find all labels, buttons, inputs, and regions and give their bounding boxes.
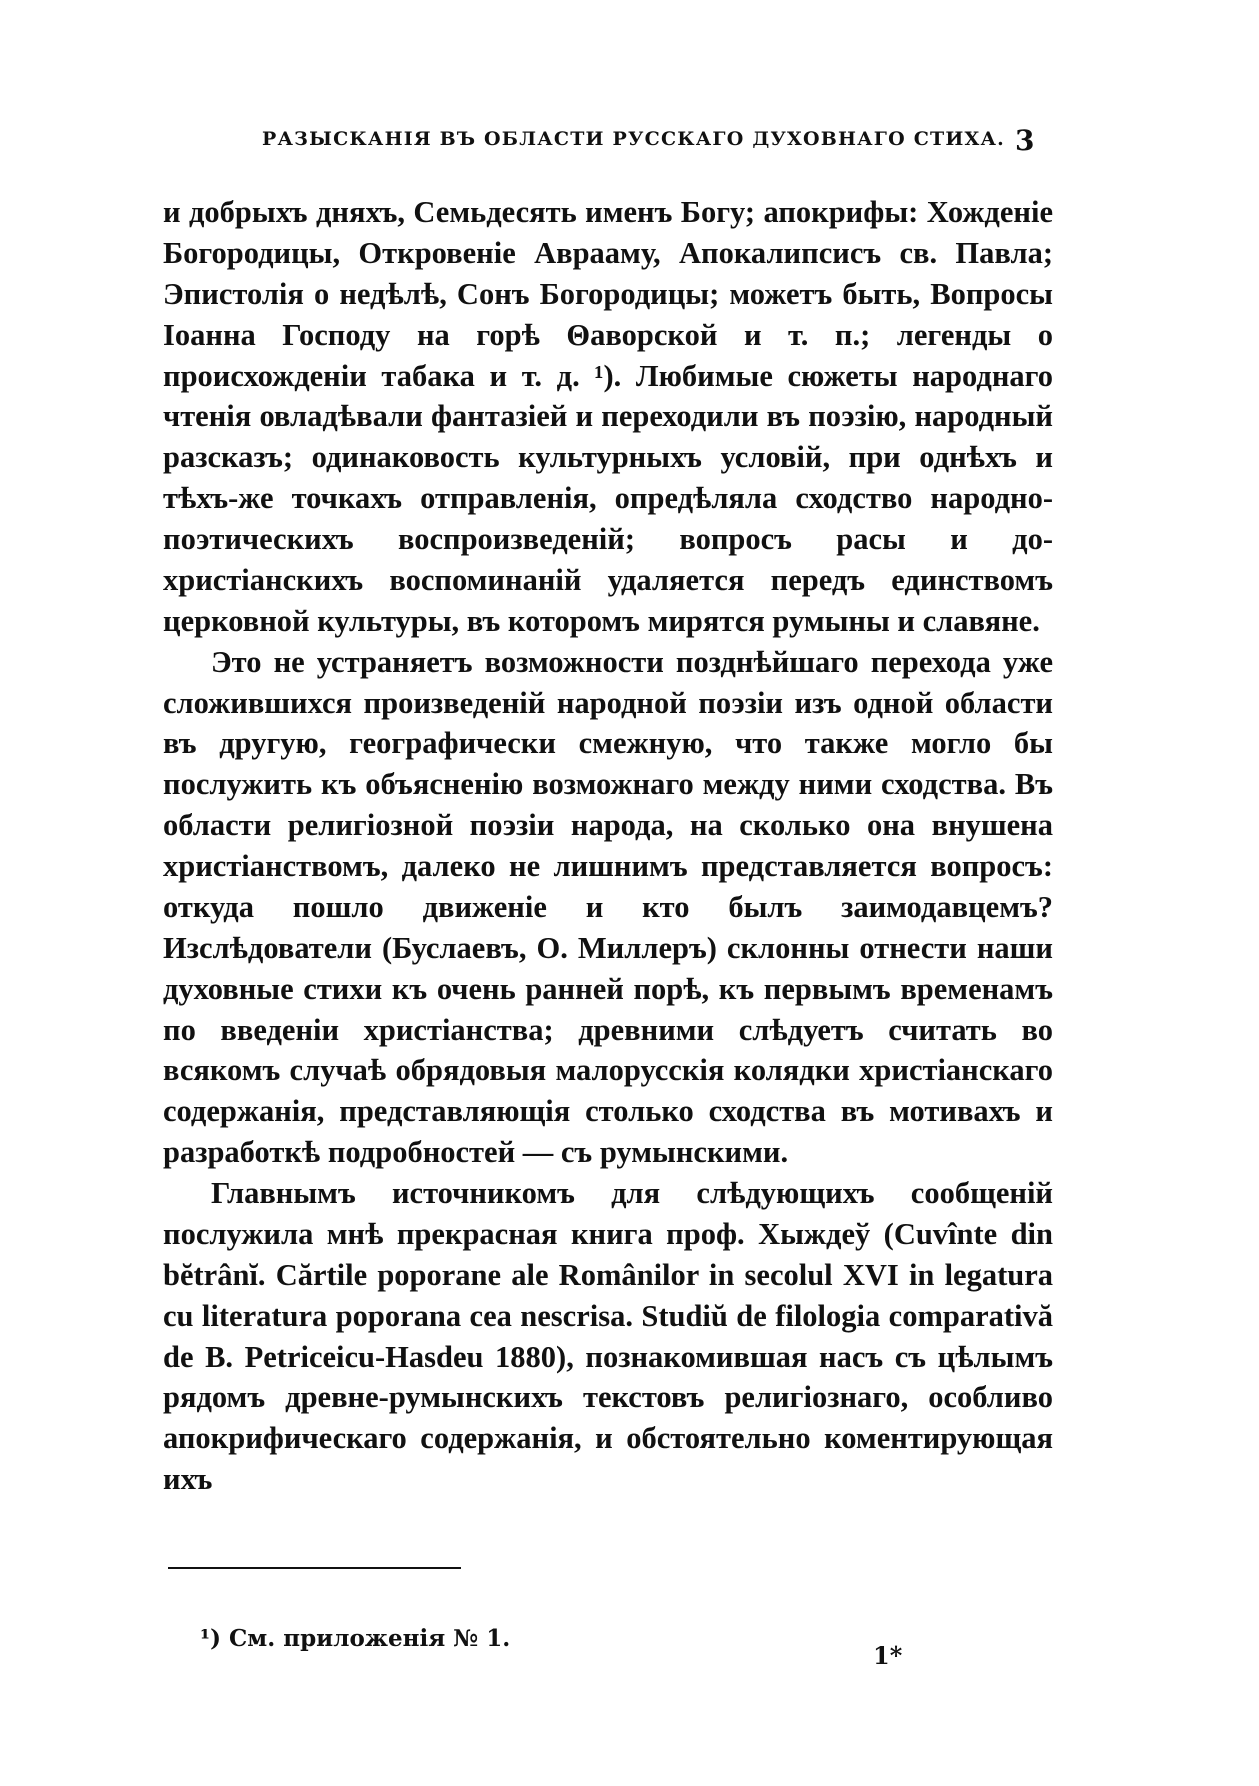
printer-signature-mark: 1*: [873, 1641, 903, 1670]
footnote: ¹) См. приложенія № 1.: [200, 1625, 511, 1652]
main-text: [163, 192, 1053, 1500]
paragraph-2: Это не устраняетъ возможности позднѣйшаго перехода уже сложившихся произведеній народной поэзіи изъ одной области въ другую, географически смежную, что также могло бы послужить къ объясненію возможнаго между ними сходства. Въ области религіозной поэзіи народа, на сколько она внушена христіанствомъ, далеко не лишнимъ представляется вопросъ: откуда пошло движеніе и кто былъ заимодавцемъ? Изслѣдователи (Буслаевъ, О. Миллеръ) склонны отнести наши духовные стихи къ очень ранней порѣ, къ первымъ временамъ по введеніи христіанства; древними слѣдуетъ считать во всякомъ случаѣ обрядовыя малорусскія колядки христіанскаго содержанія, представляющія столько сходства въ мотивахъ и разработкѣ подробностей — съ румынскими.: [163, 644, 1053, 1170]
running-head-title: РАЗЫСКАНІЯ ВЪ ОБЛАСТИ РУССКАГО ДУХОВНАГО СТИХА.: [262, 128, 1005, 150]
footnote-divider: [168, 1567, 461, 1569]
paragraph-3: Главнымъ источникомъ для слѣдующихъ сообщеній послужила мнѣ прекрасная книга проф. Хыждеў (Cuvînte din bĕtrânĭ. Cărtile poporane ale Românilor in secolul XVI in legatura cu literatura poporana cea nescrisa. Studiŭ de filologia comparativă de B. Petriceicu-Hasdeu 1880), познакомившая насъ съ цѣлымъ рядомъ древне-румынскихъ текстовъ религіознаго, особливо апокрифическаго содержанія, и обстоятельно коментирующая ихъ: [163, 1176, 1053, 1497]
paragraph-1: и добрыхъ дняхъ, Семьдесять именъ Богу; апокрифы: Хожденіе Богородицы, Откровеніе Аврааму, Апокалипсисъ св. Павла; Эпистолія о недѣлѣ, Сонъ Богородицы; можетъ быть, Вопросы Іоанна Господу на горѣ Θаворской и т. п.; легенды о происхожденіи табака и т. д. ¹). Любимые сюжеты народнаго чтенія овладѣвали фантазіей и переходили въ поэзію, народный разсказъ; одинаковость культурныхъ условій, при однѣхъ и тѣхъ-же точкахъ отправленія, опредѣляла сходство народно-поэтическихъ воспроизведеній; вопросъ расы и до-христіанскихъ воспоминаній удаляется передъ единствомъ церковной культуры, въ которомъ мирятся румыны и славяне.: [163, 195, 1053, 638]
page-number: 3: [1015, 124, 1035, 157]
